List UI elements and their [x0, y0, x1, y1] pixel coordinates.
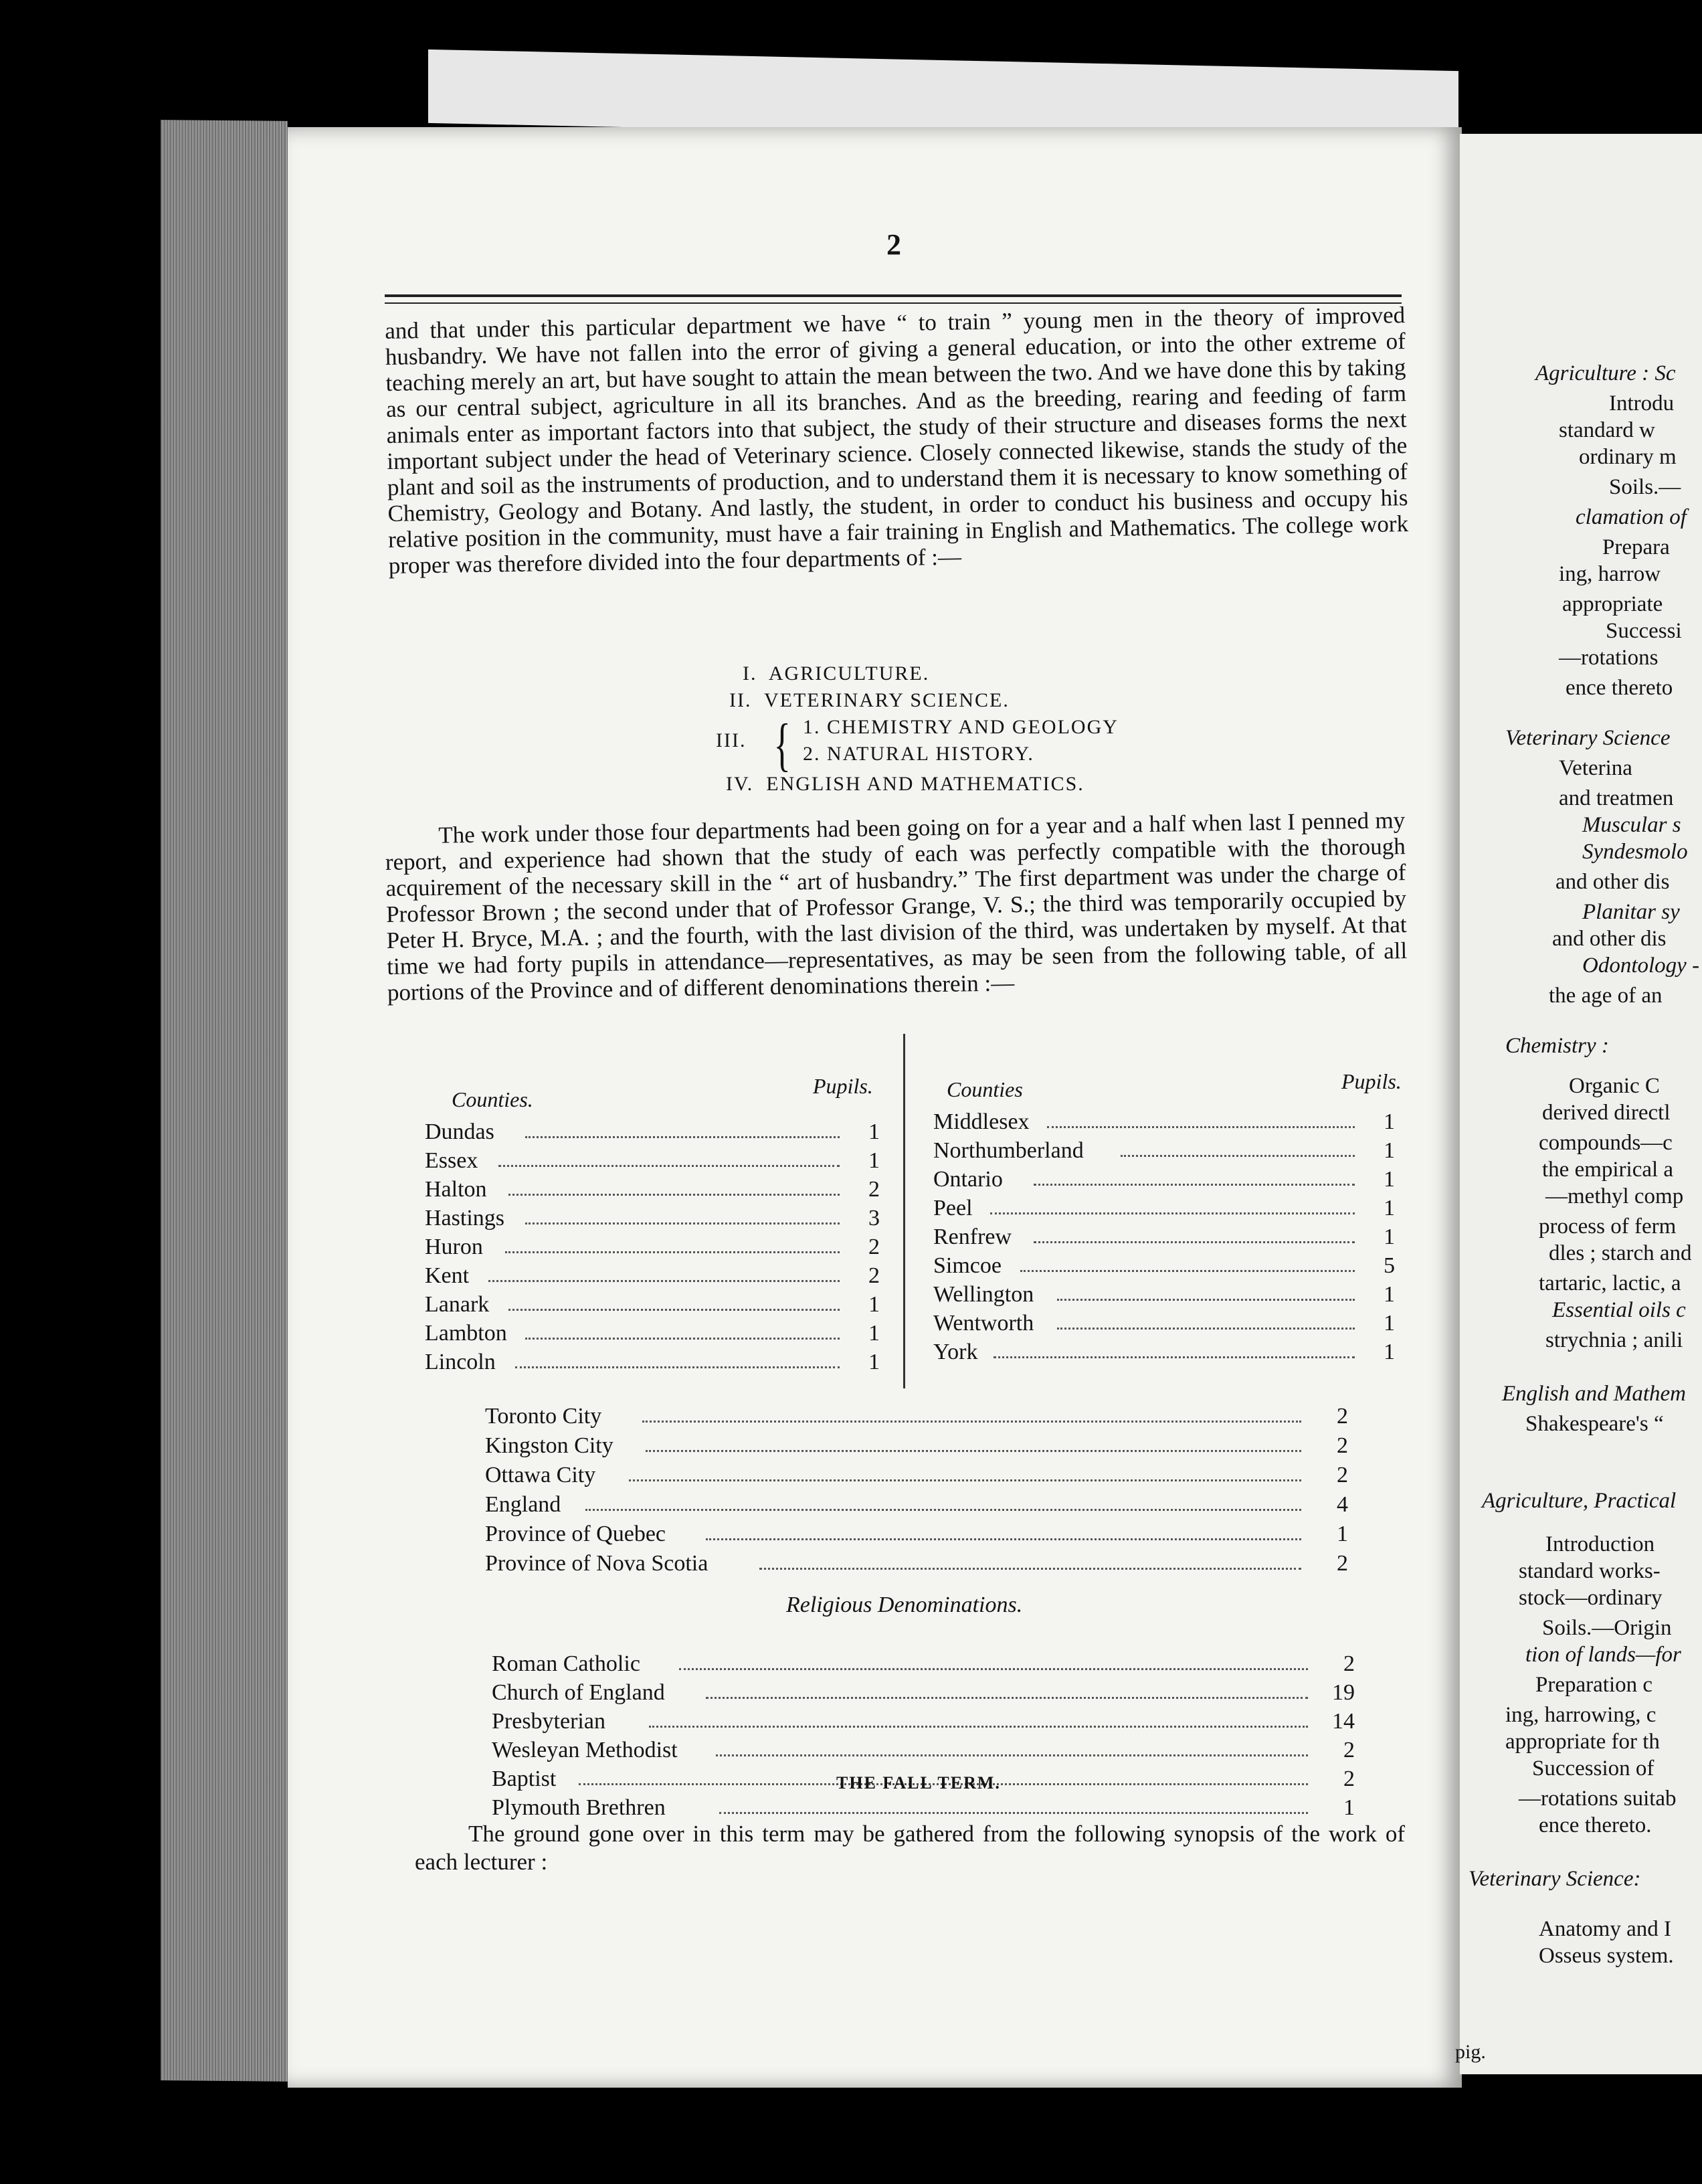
closing-paragraph: The ground gone over in this term may be gathered from the following synopsis of the work of each lecturer : [415, 1821, 1405, 1875]
table-divider [903, 1034, 905, 1388]
facing-page-line: —rotations [1559, 646, 1659, 670]
table-row: Hastings 3 [425, 1204, 880, 1233]
table-row: Province of Nova Scotia 2 [485, 1549, 1348, 1578]
facing-page-line: Introdu [1609, 391, 1675, 416]
facing-page-line: Soils.—Origin [1542, 1616, 1672, 1640]
facing-page-line: Chemistry : [1505, 1034, 1609, 1058]
table-row: Simcoe 5 [933, 1251, 1395, 1280]
facing-page-line: Veterinary Science: [1469, 1867, 1641, 1891]
facing-page-line: tion of lands—for [1525, 1643, 1681, 1667]
facing-page-line: Successi [1606, 619, 1682, 643]
facing-page-line: appropriate [1562, 592, 1663, 616]
page-number: 2 [886, 228, 901, 261]
facing-page-line: Agriculture : Sc [1535, 361, 1676, 385]
table-row: Renfrew 1 [933, 1222, 1395, 1251]
facing-page-line: the empirical a [1542, 1158, 1674, 1182]
fall-term-heading: THE FALL TERM. [836, 1773, 1001, 1793]
facing-page-line: dles ; starch and [1549, 1241, 1692, 1265]
table-row: Kingston City 2 [485, 1431, 1348, 1461]
facing-page-line: and other dis [1552, 927, 1667, 951]
facing-page-line: Veterina [1559, 756, 1632, 780]
facing-page-line: Syndesmolo [1582, 840, 1688, 864]
facing-page-line: and other dis [1555, 870, 1670, 894]
cities-table [485, 1402, 1348, 1578]
facing-page-line: Agriculture, Practical [1482, 1489, 1677, 1513]
religion-header: Religious Denominations. [786, 1592, 1023, 1617]
facing-page-line: Succession of [1532, 1756, 1654, 1781]
facing-page-line: Essential oils c [1552, 1298, 1686, 1322]
header-rule [385, 294, 1402, 297]
facing-page-line: ence thereto. [1539, 1813, 1652, 1837]
facing-page-line: Anatomy and I [1539, 1917, 1671, 1941]
facing-page-line: standard works- [1519, 1559, 1661, 1583]
facing-page-line: process of ferm [1539, 1214, 1677, 1239]
table-row: Ontario 1 [933, 1165, 1395, 1194]
page-edge-stack [161, 120, 288, 2082]
facing-page-line: stock—ordinary [1519, 1586, 1663, 1610]
facing-page-line: ence thereto [1566, 676, 1673, 700]
facing-page-line: —rotations suitab [1519, 1787, 1677, 1811]
department-3-sub-2: 2. NATURAL HISTORY. [803, 743, 1034, 765]
table-row: Toronto City 2 [485, 1402, 1348, 1431]
table-row: Dundas 1 [425, 1117, 880, 1146]
table-row: Lincoln 1 [425, 1348, 880, 1376]
facing-page-line: the age of an [1549, 984, 1663, 1008]
facing-page-line: Osseus system. [1539, 1944, 1674, 1968]
margin-note: pig. [1455, 2041, 1486, 2063]
department-1: I. AGRICULTURE. [743, 662, 930, 685]
table-row: Lanark 1 [425, 1290, 880, 1319]
counties-header-right: Counties [947, 1077, 1023, 1101]
facing-page-line: strychnia ; anili [1545, 1328, 1683, 1352]
pupils-header-left: Pupils. [813, 1074, 873, 1098]
table-row: Halton 2 [425, 1175, 880, 1204]
facing-page-line: Veterinary Science [1505, 726, 1671, 750]
facing-page-line: Introduction [1545, 1532, 1655, 1556]
table-row: Essex 1 [425, 1146, 880, 1175]
table-row: Wentworth 1 [933, 1309, 1395, 1338]
religion-table [492, 1649, 1355, 1822]
table-row: Baptist 2 [492, 1764, 1355, 1793]
facing-page-line: Preparation c [1535, 1673, 1653, 1697]
facing-page-line: Odontology - [1582, 953, 1700, 978]
table-row: Wellington 1 [933, 1280, 1395, 1309]
table-row: Northumberland 1 [933, 1136, 1395, 1165]
facing-page-line: appropriate for th [1505, 1730, 1660, 1754]
facing-page-line: ordinary m [1579, 445, 1677, 469]
counties-header-left: Counties. [452, 1087, 533, 1111]
counties-left-table [425, 1117, 880, 1376]
table-row: Lambton 1 [425, 1319, 880, 1348]
facing-page-line: Planitar sy [1582, 900, 1680, 924]
table-row: Church of England 19 [492, 1678, 1355, 1707]
table-row: Peel 1 [933, 1194, 1395, 1222]
facing-page-line: Soils.— [1609, 475, 1681, 499]
table-row: York 1 [933, 1338, 1395, 1366]
facing-page-line: tartaric, lactic, a [1539, 1271, 1681, 1295]
facing-page-line: standard w [1559, 418, 1655, 442]
facing-page-line: Muscular s [1582, 813, 1681, 837]
facing-page-line: compounds—c [1539, 1131, 1673, 1155]
pupils-header-right: Pupils. [1341, 1069, 1402, 1093]
facing-page-line: clamation of [1576, 505, 1687, 529]
department-3-numeral: III. [716, 729, 747, 751]
facing-page-line: —methyl comp [1545, 1184, 1684, 1208]
table-row: Roman Catholic 2 [492, 1649, 1355, 1678]
facing-page-line: derived directl [1542, 1101, 1671, 1125]
table-row: Middlesex 1 [933, 1107, 1395, 1136]
intro-paragraph: and that under this particular department we have “ to train ” young men in the theory of improved husbandry. We have not fallen into the error of giving a general education, or into the other extreme of teaching merely an art, but have sought to attain the mean between the two. And we have done this by taking as our central subject, agriculture in all its branches. And as the breeding, rearing and feeding of farm animals enter as important factors into that subject, the study of their structure and diseases forms the next important subject under the head of Veterinary science. Closely connected likewise, stands the study of the plant and soil as the instruments of production, and to understand them it is necessary to know something of Chemistry, Geology and Botany. And lastly, the student, in order to conduct his business and occupy his relative position in the community, must have a fair training in English and Mathematics. The college work proper was therefore divided into the four departments of :— [385, 302, 1409, 579]
table-row: Plymouth Brethren 1 [492, 1793, 1355, 1822]
table-row: Wesleyan Methodist 2 [492, 1736, 1355, 1764]
department-3-sub-1: 1. CHEMISTRY AND GEOLOGY [803, 716, 1119, 738]
table-row: England 4 [485, 1490, 1348, 1520]
table-row: Presbyterian 14 [492, 1707, 1355, 1736]
facing-page-line: English and Mathem [1502, 1382, 1686, 1406]
department-2: II. VETERINARY SCIENCE. [729, 689, 1010, 711]
work-paragraph: The work under those four departments had been going on for a year and a half when last I penned my report, and experience had shown that the study of each was perfectly compatible with the thorough acquirement of the necessary skill in the “ art of husbandry.” The first department was under the charge of Professor Brown ; the second under that of Professor Grange, V. S.; the third was temporarily occupied by Peter H. Bryce, M.A. ; and the fourth, with the last division of the third, was undertaken by myself. At that time we had forty pupils in attendance—representatives, as may be seen from the following table, of all portions of the Province and of different denominations therein :— [385, 807, 1408, 1006]
counties-right-table [933, 1107, 1395, 1366]
table-row: Kent 2 [425, 1261, 880, 1290]
facing-page-line: ing, harrowing, c [1505, 1703, 1657, 1727]
facing-page-line: Organic C [1569, 1074, 1660, 1098]
facing-page-line: and treatmen [1559, 786, 1674, 810]
facing-page-line: Prepara [1602, 535, 1670, 559]
header-rule-thin [385, 302, 1402, 304]
table-row: Huron 2 [425, 1233, 880, 1261]
brace-glyph: { [773, 713, 791, 778]
facing-page-line: ing, harrow [1559, 562, 1661, 586]
table-row: Ottawa City 2 [485, 1461, 1348, 1490]
table-row: Province of Quebec 1 [485, 1520, 1348, 1549]
department-4: IV. ENGLISH AND MATHEMATICS. [726, 773, 1084, 795]
facing-page-line: Shakespeare's “ [1525, 1412, 1664, 1436]
